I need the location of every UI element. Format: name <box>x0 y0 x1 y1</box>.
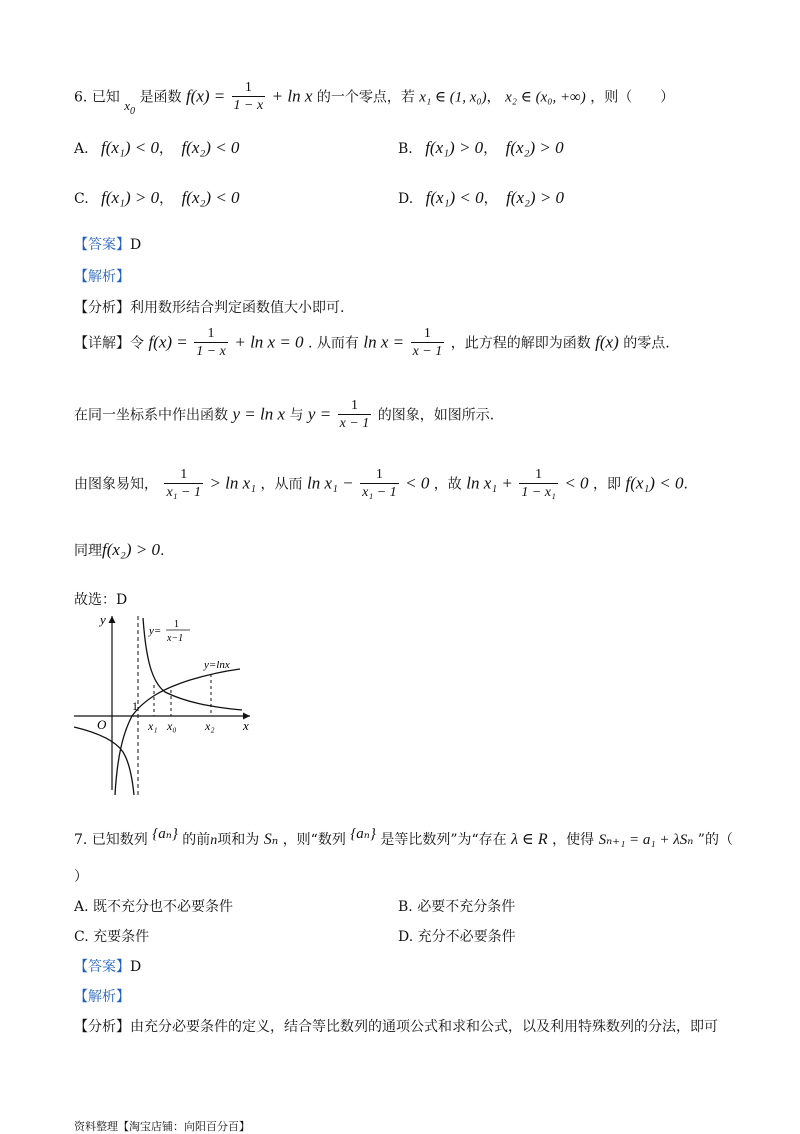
q6-choose: 故选：D <box>74 592 128 608</box>
q6-fenxi: 【分析】利用数形结合判定函数值大小即可. <box>74 300 345 316</box>
function-graph <box>70 610 260 800</box>
q7-option-b[interactable]: B. 必要不充分条件 <box>398 899 516 915</box>
q7-answer: 【答案】D <box>74 959 142 975</box>
q6-stem: 6. 已知 $x_0$ 是函数 f(x) = $\frac{1}{1 - x}$ + ln x 的一个零点，若 x₁ ∈ (1, x₀)， x₂ ∈ (x₀, +∞) ，则（ ） <box>74 80 675 117</box>
q6-option-b[interactable]: B. f(x₁) > 0， f(x₂) > 0 <box>398 138 564 157</box>
q7-fenxi: 【分析】由充分必要条件的定义，结合等比数列的通项公式和求和公式，以及利用特殊数列的分法，即可 <box>74 1019 718 1035</box>
one-label: 1 <box>132 699 138 713</box>
q6-analysis-tag: 【解析】 <box>74 269 130 285</box>
q6-answer: 【答案】D <box>74 237 142 253</box>
reciprocal-label-den: x−1 <box>167 633 184 644</box>
y-axis-label: y <box>100 612 106 627</box>
x2-label: x₂ <box>205 719 215 733</box>
q6-fraction: $\frac{1}{1 - x}$ <box>233 80 264 113</box>
reciprocal-curve-left <box>74 727 134 795</box>
q6-detail-2: 在同一坐标系中作出函数 y = ln x 与 y = $\frac{1}{x - 1}$ 的图象，如图所示. <box>74 398 495 431</box>
ln-label: y=lnx <box>204 659 230 671</box>
q7-option-d[interactable]: D. 充分不必要条件 <box>398 929 516 945</box>
reciprocal-label-num: 1 <box>174 619 179 630</box>
x-axis-label: x <box>243 718 249 733</box>
q7-stem-close: ） <box>74 869 88 885</box>
q6-detail-3: 由图象易知， $\frac{1}{\text{x₁ − 1}}$ > ln x₁ ，从而 ln x₁ − $\frac{1}{\text{x₁ − 1}}$ < 0 ，故 ln x₁ + $\frac{1}{\text{1 − x₁}}$ < 0 ，即 f(x₁) < 0. <box>74 467 688 500</box>
x1-label: x₁ <box>148 719 158 733</box>
x0-label: x₀ <box>167 719 177 733</box>
q7-analysis-tag: 【解析】 <box>74 989 130 1005</box>
x0-symbol: $x_0$ <box>124 97 136 117</box>
q6-detail-4: 同理f(x₂) > 0. <box>74 540 165 559</box>
q7-option-a[interactable]: A. 既不充分也不必要条件 <box>74 899 234 915</box>
page-footer: 资料整理【淘宝店铺：向阳百分百】 <box>74 1120 250 1133</box>
ln-curve <box>115 669 240 795</box>
q6-option-a[interactable]: A. f(x₁) < 0， f(x₂) < 0 <box>74 138 240 157</box>
q7-option-c[interactable]: C. 充要条件 <box>74 929 150 945</box>
q7-stem: 7. 已知数列 {aₙ} 的前n项和为 Sₙ ，则“数列 {aₙ} 是等比数列”为“存在 λ ∈ R ，使得 Sₙ₊₁ = a₁ + λSₙ ”的（ <box>74 826 733 848</box>
q6-option-d[interactable]: D. f(x₁) < 0， f(x₂) > 0 <box>398 188 565 207</box>
origin-label: O <box>97 717 107 732</box>
q6-option-c[interactable]: C. f(x₁) > 0， f(x₂) < 0 <box>74 188 240 207</box>
reciprocal-label: y= <box>149 625 162 637</box>
q6-detail: 【详解】令 f(x) = $\frac{1}{1 - x}$ + ln x = 0 . 从而有 ln x = $\frac{1}{x - 1}$ ，此方程的解即为函数 f(x) 的零点. <box>74 326 670 359</box>
